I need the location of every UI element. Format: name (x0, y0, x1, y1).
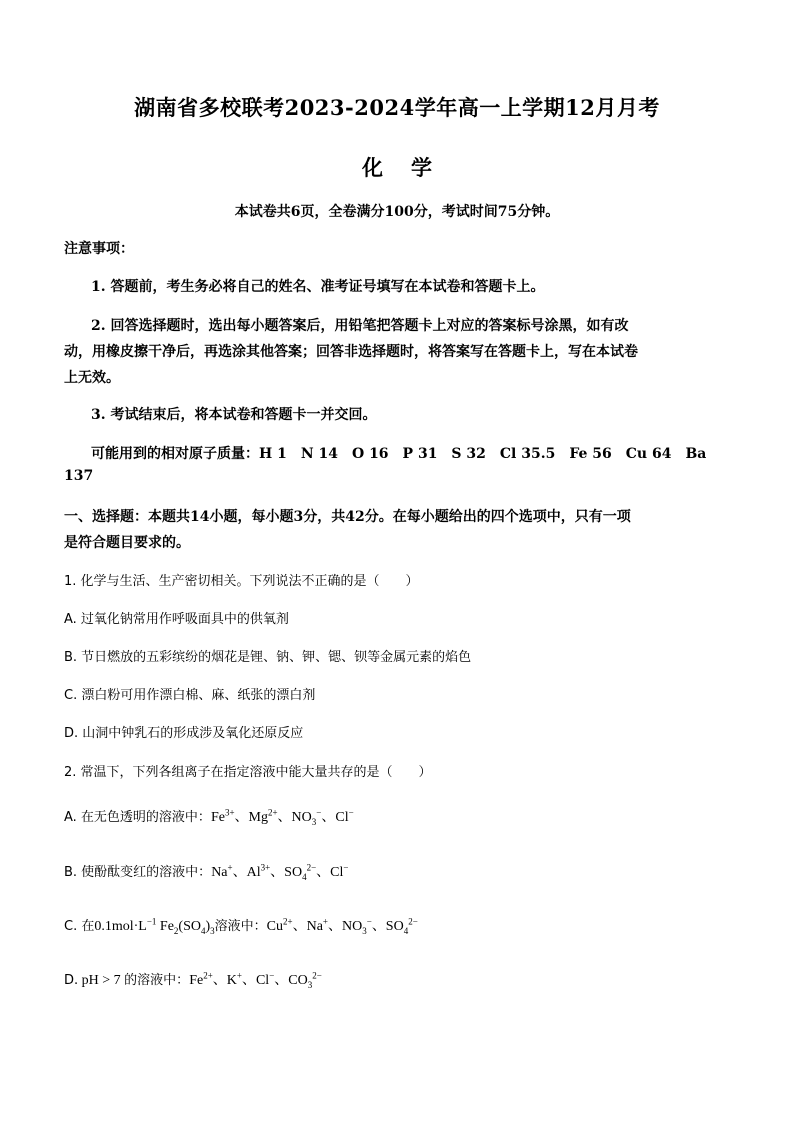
notice-item-1: 1. 答题前，考生务必将自己的姓名、准考证号填写在本试卷和答题卡上。 (91, 279, 545, 295)
section-1-heading-line-1: 一、选择题：本题共14小题，每小题3分，共42分。在每小题给出的四个选项中，只有一项 (64, 509, 631, 525)
ph-condition-d: pH > 7 (78, 973, 125, 988)
question-2-option-d: D. pH > 7 的溶液中：$Fe^{2+}$、K+、Cl−、$CO_3^{2-}$ (64, 970, 322, 990)
notice-item-3: 3. 考试结束后，将本试卷和答题卡一并交回。 (91, 407, 377, 423)
question-1-option-a: A. 过氧化钠常用作呼吸面具中的供氧剂 (64, 612, 289, 627)
question-1-option-b: B. 节日燃放的五彩缤纷的烟花是锂、钠、钾、锶、钡等金属元素的焰色 (64, 650, 472, 665)
atomic-masses-line-1: 可能用到的相对原子质量：H 1 N 14 O 16 P 31 S 32 Cl 35.5 Fe 56 Cu 64 Ba (91, 446, 707, 462)
notice-heading: 注意事项： (64, 241, 134, 257)
atomic-masses-line-2: 137 (64, 468, 94, 484)
ion-formula-b: Na+、$Al^{3+}$、$SO_4^{2-}$、Cl− (211, 862, 349, 882)
exam-title: 湖南省多校联考2023-2024学年高一上学期12月月考 (134, 95, 660, 120)
notice-item-2-line-3: 上无效。 (64, 370, 120, 386)
subject-char-2: 学 (411, 155, 432, 180)
section-1-heading-line-2: 是符合题目要求的。 (64, 535, 190, 551)
subject-title (0, 152, 794, 182)
question-2-option-a: A. 在无色透明的溶液中：$Fe^{3+}$、$Mg^{2+}$、$NO_3^-$、Cl− (64, 807, 354, 827)
question-2-option-b: B. 使酚酞变红的溶液中：Na+、$Al^{3+}$、$SO_4^{2-}$、Cl− (64, 862, 349, 882)
question-1-option-c: C. 漂白粉可用作漂白棉、麻、纸张的漂白剂 (64, 688, 316, 703)
exam-intro: 本试卷共6页，全卷满分100分，考试时间75分钟。 (234, 204, 560, 220)
question-2-stem: 2. 常温下，下列各组离子在指定溶液中能大量共存的是（ ） (64, 765, 432, 780)
solution-formula-c: $0.1mol\cdot L^{-1}$ $Fe_2(SO_4)_3$ (94, 916, 215, 936)
notice-item-2-line-1: 2. 回答选择题时，选出每小题答案后，用铅笔把答题卡上对应的答案标号涂黑，如有改 (91, 318, 629, 334)
question-1-option-d: D. 山洞中钟乳石的形成涉及氧化还原反应 (64, 726, 304, 741)
question-1-stem: 1. 化学与生活、生产密切相关。下列说法不正确的是（ ） (64, 574, 419, 589)
question-2-option-c: C. 在$0.1mol\cdot L^{-1}$ $Fe_2(SO_4)_3$溶液中：$Cu^{2+}$、Na+、$NO_3^-$、$SO_4^{2-}$ (64, 916, 418, 936)
ion-formula-a: $Fe^{3+}$、$Mg^{2+}$、$NO_3^-$、Cl− (210, 807, 354, 827)
notice-item-2-line-2: 动，用橡皮擦干净后，再选涂其他答案；回答非选择题时，将答案写在答题卡上，写在本试卷 (64, 344, 638, 360)
ion-formula-c: $Cu^{2+}$、Na+、$NO_3^-$、$SO_4^{2-}$ (266, 916, 418, 936)
ion-formula-d: $Fe^{2+}$、K+、Cl−、$CO_3^{2-}$ (189, 970, 322, 990)
subject-char-1: 化 (362, 155, 383, 180)
